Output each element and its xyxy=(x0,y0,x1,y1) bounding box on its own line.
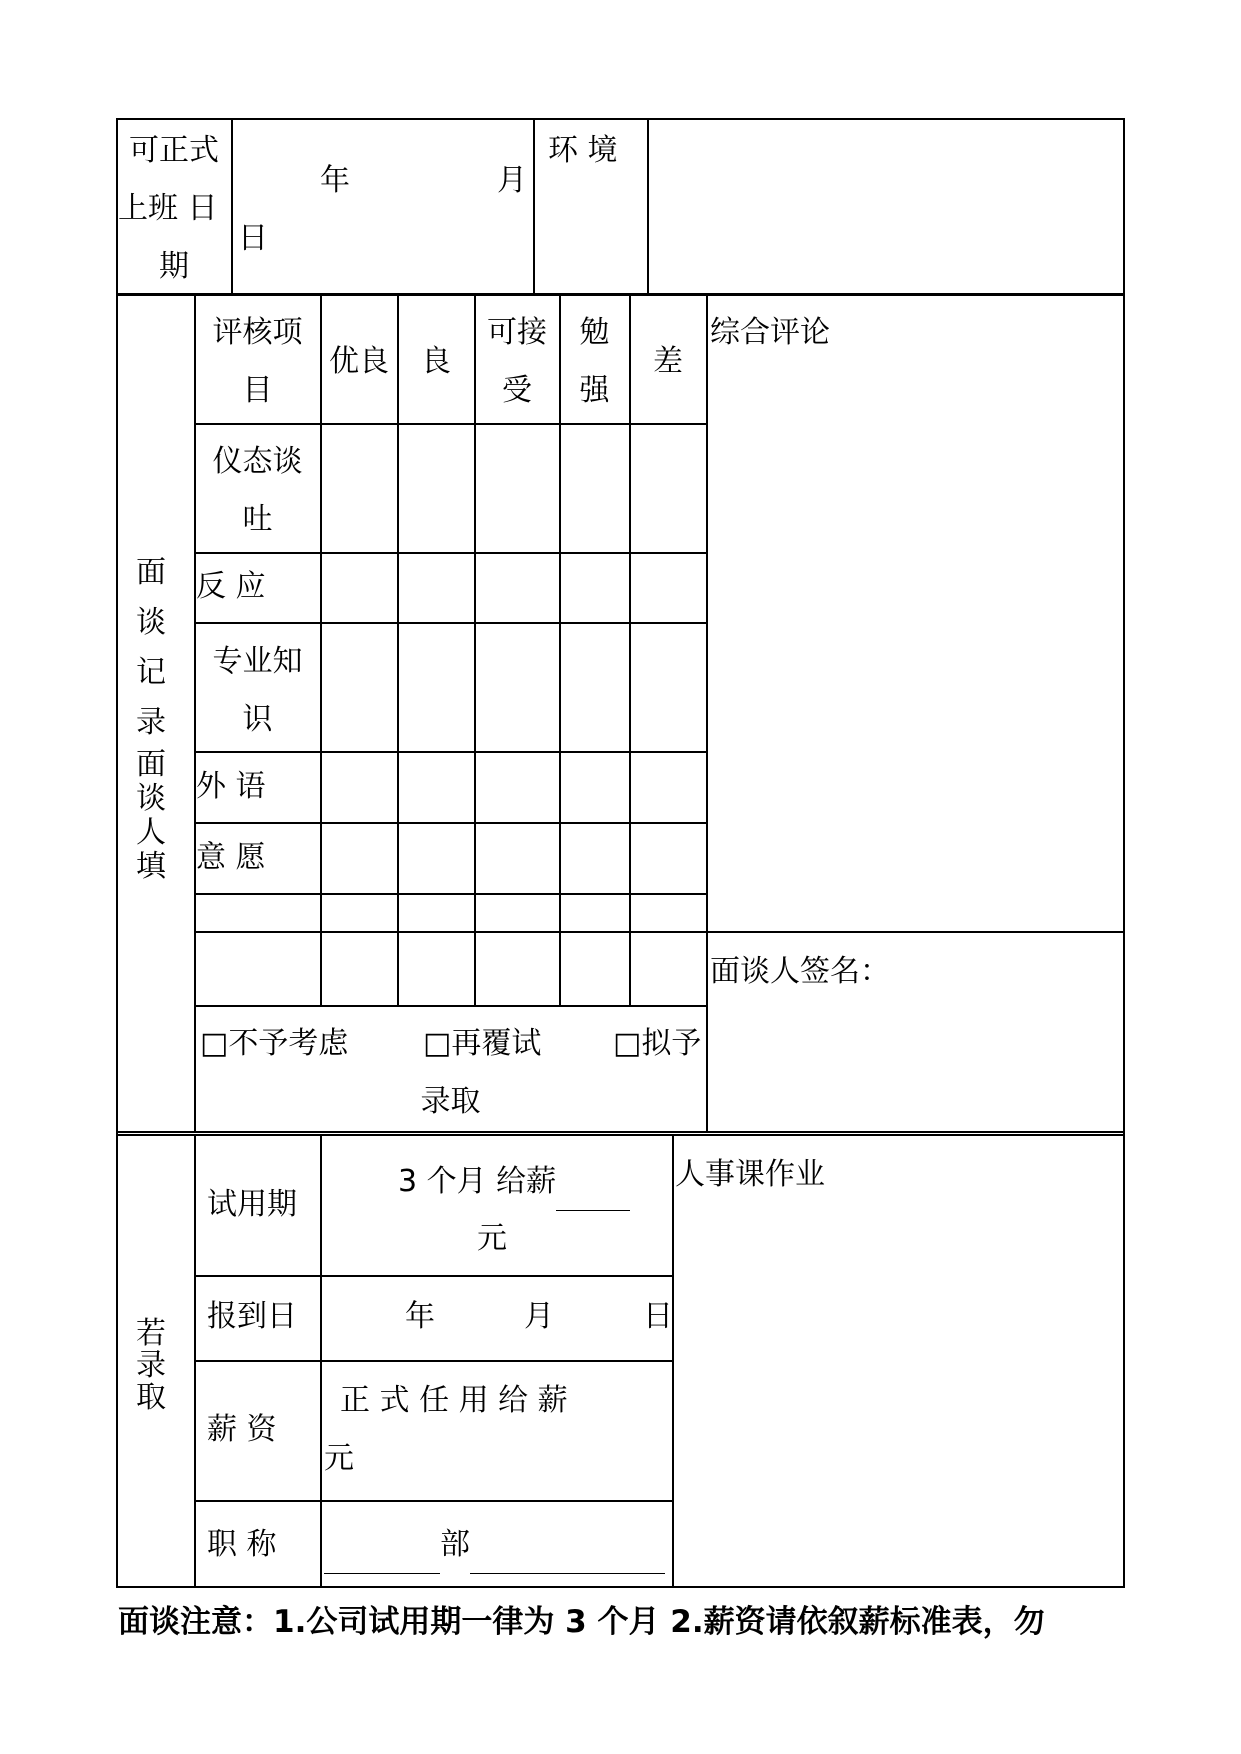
probation-label: 试用期 xyxy=(207,1187,297,1222)
option-reject[interactable]: □不予考虑 xyxy=(200,1026,349,1061)
option-hire[interactable]: □拟予 xyxy=(613,1026,702,1061)
report-date-label: 报到日 xyxy=(207,1299,297,1334)
salary-value: 正 式 任 用 给 薪 xyxy=(340,1383,568,1418)
salary-unit: 元 xyxy=(324,1441,354,1476)
start-date-day: 日 xyxy=(238,221,268,256)
option-hire-continued: 录取 xyxy=(420,1084,481,1119)
column-header-good: 良 xyxy=(421,344,451,379)
hire-section-label: 若录取 xyxy=(136,1316,166,1415)
hr-label: 人事课作业 xyxy=(675,1157,825,1192)
column-header-excellent: 优良 xyxy=(329,344,389,379)
probation-unit: 元 xyxy=(477,1221,507,1256)
job-title-label: 职 称 xyxy=(207,1527,277,1562)
start-date-year: 年 xyxy=(320,163,350,198)
report-month: 月 xyxy=(524,1299,554,1334)
report-year: 年 xyxy=(405,1299,435,1334)
divider xyxy=(116,293,1125,296)
probation-value: 3 个月 给薪 xyxy=(398,1153,630,1211)
job-title-department[interactable]: 部 xyxy=(324,1516,665,1574)
salary-label: 薪 资 xyxy=(207,1412,277,1447)
rating-item-reaction: 反 应 xyxy=(196,569,266,604)
comment-label: 综合评论 xyxy=(710,315,830,350)
environment-label: 环 境 xyxy=(548,133,618,168)
rating-item-willingness: 意 愿 xyxy=(196,840,266,875)
option-reinterview[interactable]: □再覆试 xyxy=(423,1026,542,1061)
interview-section-sublabel: 面谈人填 xyxy=(136,747,166,884)
interview-section-label: 面谈记录 xyxy=(136,555,166,740)
signature-label: 面谈人签名： xyxy=(710,954,890,989)
interview-note: 面谈注意：1.公司试用期一律为 3 个月 2.薪资请依叙薪标准表，勿 xyxy=(118,1604,1045,1640)
report-day: 日 xyxy=(643,1299,673,1334)
rating-item-language: 外 语 xyxy=(196,769,266,804)
start-date-month: 月 xyxy=(497,163,527,198)
column-header-poor: 差 xyxy=(653,344,683,379)
